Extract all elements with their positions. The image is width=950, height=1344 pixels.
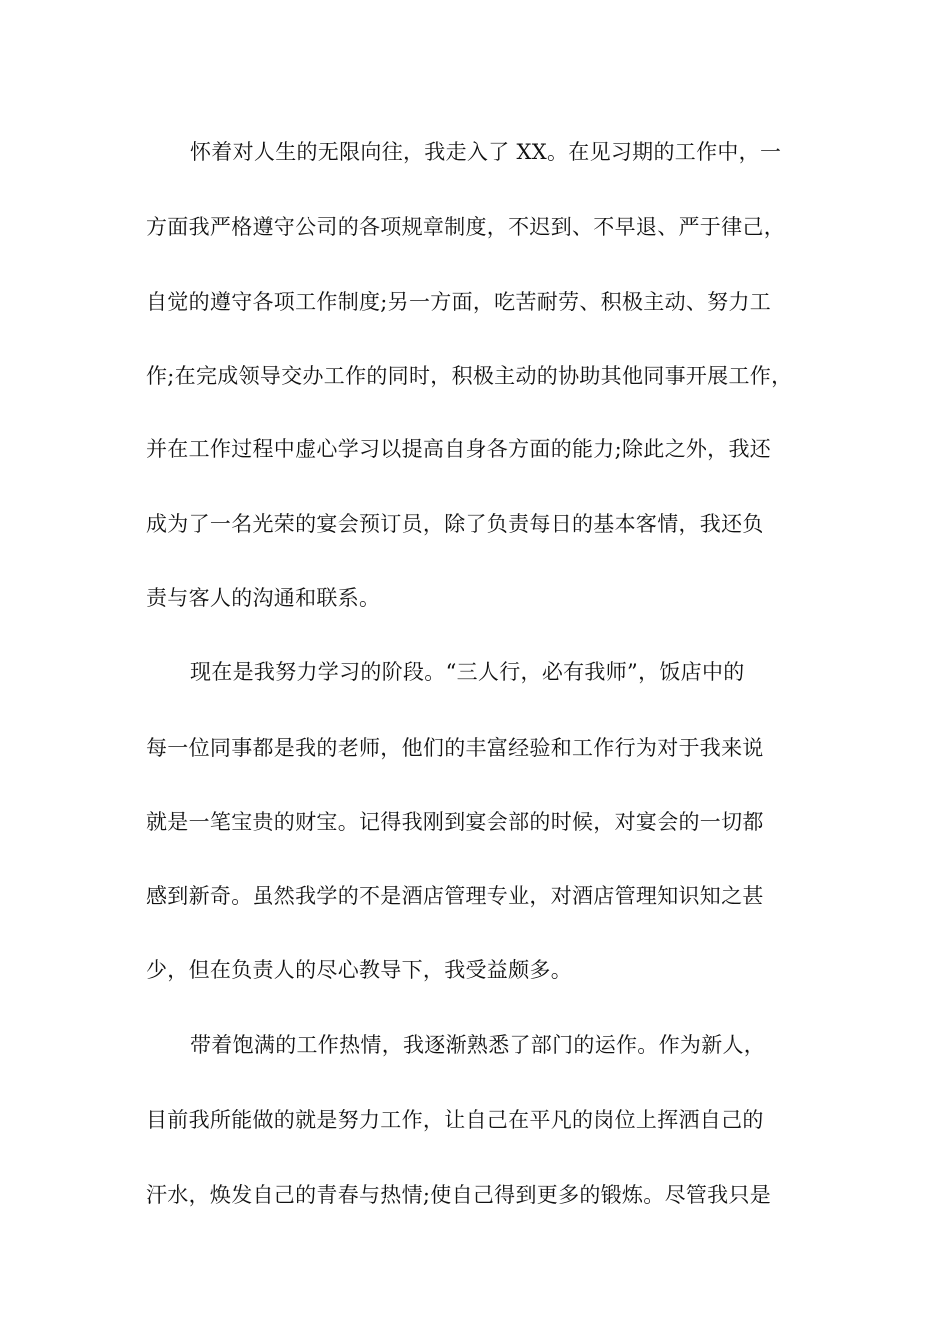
paragraph-2-line-2: 每一位同事都是我的老师，他们的丰富经验和工作行为对于我来说 <box>146 736 764 760</box>
paragraph-3-line-2: 目前我所能做的就是努力工作，让自己在平凡的岗位上挥洒自己的 <box>146 1108 764 1132</box>
paragraph-1-line-7: 责与客人的沟通和联系。 <box>146 586 381 610</box>
paragraph-1-line-6: 成为了一名光荣的宴会预订员，除了负责每日的基本客情，我还负 <box>146 512 764 536</box>
paragraph-1-line-2: 方面我严格遵守公司的各项规章制度，不迟到、不早退、严于律己， <box>146 215 785 239</box>
paragraph-1-line-4: 作;在完成领导交办工作的同时，积极主动的协助其他同事开展工作， <box>146 364 793 388</box>
paragraph-3-line-3: 汗水，焕发自己的青春与热情;使自己得到更多的锻炼。尽管我只是 <box>146 1183 772 1207</box>
paragraph-1-line-5: 并在工作过程中虚心学习以提高自身各方面的能力;除此之外，我还 <box>146 437 772 461</box>
paragraph-1-line-3: 自觉的遵守各项工作制度;另一方面，吃苦耐劳、积极主动、努力工 <box>146 290 772 314</box>
paragraph-3-line-1: 带着饱满的工作热情，我逐渐熟悉了部门的运作。作为新人， <box>190 1033 766 1057</box>
paragraph-1-line-1: 怀着对人生的无限向往，我走入了 XX。在见习期的工作中，一 <box>190 140 782 164</box>
paragraph-2-line-3: 就是一笔宝贵的财宝。记得我刚到宴会部的时候，对宴会的一切都 <box>146 810 764 834</box>
paragraph-2-line-4: 感到新奇。虽然我学的不是酒店管理专业，对酒店管理知识知之甚 <box>146 884 764 908</box>
paragraph-2-line-1: 现在是我努力学习的阶段。“三人行，必有我师”，饭店中的 <box>190 660 745 684</box>
paragraph-2-line-5: 少，但在负责人的尽心教导下，我受益颇多。 <box>146 958 572 982</box>
